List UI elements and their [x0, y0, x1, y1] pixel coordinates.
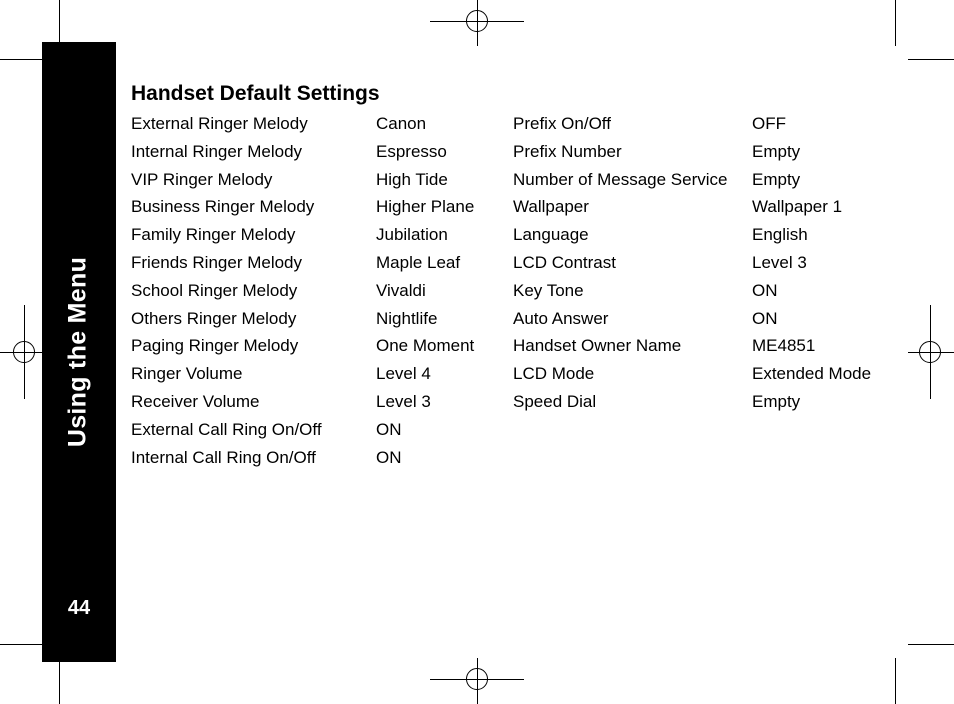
setting-name: Key Tone	[513, 280, 584, 300]
setting-value: Extended Mode	[752, 364, 872, 384]
setting-name: Friends Ringer Melody	[131, 252, 303, 272]
setting-name: Handset Owner Name	[513, 336, 682, 356]
setting-name: External Ringer Melody	[131, 114, 308, 133]
setting-name: Paging Ringer Melody	[131, 336, 299, 356]
setting-name: Business Ringer Melody	[131, 197, 315, 217]
setting-value: Wallpaper 1	[752, 197, 843, 217]
registration-circle	[919, 341, 941, 363]
setting-value: Empty	[752, 391, 801, 411]
setting-value: High Tide	[376, 169, 448, 189]
setting-name: LCD Contrast	[513, 252, 616, 272]
crop-mark	[0, 59, 46, 60]
setting-name: Ringer Volume	[131, 364, 243, 384]
page-heading: Handset Default Settings	[131, 82, 380, 105]
crop-mark	[59, 658, 60, 704]
setting-name: Others Ringer Melody	[131, 308, 297, 328]
setting-name: School Ringer Melody	[131, 280, 298, 300]
setting-value: Empty	[752, 141, 801, 161]
setting-value: Nightlife	[376, 308, 438, 328]
registration-circle	[466, 668, 488, 690]
setting-value: English	[752, 225, 808, 245]
setting-name: VIP Ringer Melody	[131, 169, 273, 189]
section-title: Using the Menu	[63, 256, 92, 448]
setting-value: ON	[752, 308, 778, 328]
setting-value: Level 3	[376, 391, 431, 411]
setting-value: Jubilation	[376, 225, 448, 245]
setting-name: Internal Call Ring On/Off	[131, 447, 316, 467]
setting-name: LCD Mode	[513, 364, 595, 384]
setting-value: ON	[376, 419, 402, 439]
setting-value: ON	[376, 447, 402, 467]
setting-value: Higher Plane	[376, 197, 475, 217]
crop-mark	[908, 644, 954, 645]
setting-value: Level 3	[752, 252, 807, 272]
setting-name: Internal Ringer Melody	[131, 141, 303, 161]
crop-mark	[908, 59, 954, 60]
setting-name: Language	[513, 225, 589, 245]
setting-name: Speed Dial	[513, 391, 597, 411]
setting-value: Maple Leaf	[376, 252, 461, 272]
page-number: 44	[67, 597, 91, 619]
setting-value: Level 4	[376, 364, 431, 384]
setting-name: Wallpaper	[513, 197, 589, 217]
crop-mark	[895, 0, 896, 46]
crop-mark	[59, 0, 60, 46]
setting-value: Vivaldi	[376, 280, 426, 300]
setting-value: Espresso	[376, 141, 447, 161]
setting-name: Auto Answer	[513, 308, 609, 328]
setting-value: OFF	[752, 114, 786, 133]
setting-name: Prefix Number	[513, 141, 622, 161]
setting-name: Family Ringer Melody	[131, 225, 296, 245]
setting-name: External Call Ring On/Off	[131, 419, 322, 439]
setting-value: One Moment	[376, 336, 475, 356]
crop-mark	[0, 644, 46, 645]
setting-value: ME4851	[752, 336, 816, 356]
setting-value: ON	[752, 280, 778, 300]
crop-mark	[895, 658, 896, 704]
setting-value: Empty	[752, 169, 801, 189]
setting-name: Number of Message Service	[513, 169, 728, 189]
setting-value: Canon	[376, 114, 427, 133]
registration-circle	[466, 10, 488, 32]
registration-circle	[13, 341, 35, 363]
setting-name: Prefix On/Off	[513, 114, 611, 133]
setting-name: Receiver Volume	[131, 391, 260, 411]
